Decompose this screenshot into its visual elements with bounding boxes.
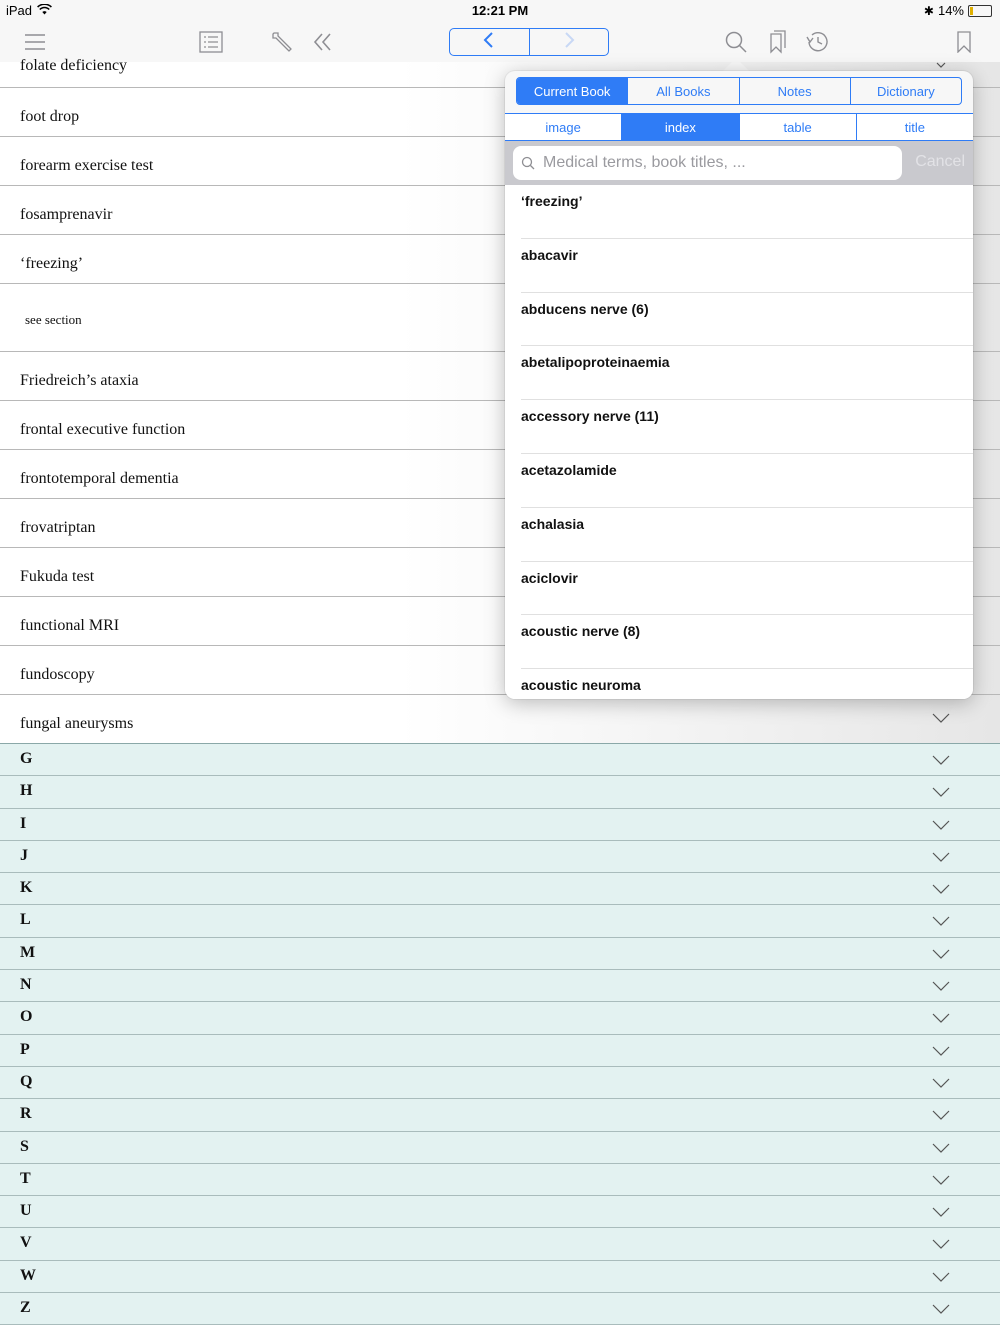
letter-section-label: O	[20, 1008, 33, 1026]
search-result-label: acoustic nerve (8)	[521, 623, 641, 640]
letter-section-label: N	[20, 976, 32, 994]
cancel-button[interactable]: Cancel	[915, 153, 965, 170]
search-result-label: ‘freezing’	[521, 193, 583, 209]
search-result-item[interactable]	[521, 615, 973, 669]
search-scope-tabs	[516, 77, 962, 105]
chevron-down-icon[interactable]	[932, 916, 950, 926]
chevron-down-icon[interactable]	[932, 981, 950, 991]
chevron-down-icon[interactable]	[932, 852, 950, 862]
letter-section-row[interactable]	[0, 905, 1000, 937]
search-icon[interactable]	[720, 26, 752, 58]
letter-section-label: T	[20, 1169, 31, 1187]
toolbar	[0, 22, 1000, 62]
chevron-down-icon[interactable]	[932, 1304, 950, 1314]
letter-section-row[interactable]	[0, 841, 1000, 873]
letter-section-row[interactable]	[0, 744, 1000, 776]
tab-index[interactable]: index	[622, 114, 739, 140]
letter-section-label: K	[20, 879, 33, 897]
back-forward-control	[449, 28, 609, 56]
letter-section-label: S	[20, 1137, 29, 1155]
letter-section-row[interactable]	[0, 1035, 1000, 1067]
letter-section-label: U	[20, 1202, 32, 1220]
popover-arrow	[722, 58, 750, 72]
chevron-down-icon[interactable]	[932, 1078, 950, 1088]
chevron-right-icon	[563, 32, 575, 53]
search-result-label: achalasia	[521, 515, 585, 532]
search-result-item[interactable]	[521, 346, 973, 400]
tab-all-books[interactable]: All Books	[628, 78, 739, 104]
letter-section-row[interactable]	[0, 1196, 1000, 1228]
chevron-left-icon	[483, 32, 495, 53]
list-item-label: foot drop	[20, 108, 80, 125]
letter-section-label: P	[20, 1040, 30, 1058]
search-result-label: abetalipoproteinaemia	[521, 354, 670, 371]
letter-section-label: I	[20, 814, 27, 832]
list-item-label: Fukuda test	[20, 568, 95, 585]
chevron-down-icon[interactable]	[932, 1207, 950, 1217]
chevron-down-icon	[936, 62, 946, 68]
list-item[interactable]	[0, 695, 1000, 744]
letter-section-label: M	[20, 943, 36, 961]
bookmark-icon[interactable]	[948, 26, 980, 58]
letter-section-row[interactable]	[0, 1164, 1000, 1196]
search-popover	[505, 71, 973, 699]
search-result-item[interactable]	[521, 293, 973, 347]
search-input[interactable]	[541, 153, 885, 173]
bluetooth-icon: ✱	[923, 3, 934, 18]
forward-button[interactable]	[530, 29, 609, 55]
list-item-label: frontotemporal dementia	[20, 470, 179, 487]
tab-notes[interactable]: Notes	[740, 78, 851, 104]
letter-section-label: R	[20, 1105, 32, 1123]
letter-section-row[interactable]	[0, 809, 1000, 841]
tab-current-book[interactable]: Current Book	[517, 78, 628, 104]
search-result-item[interactable]	[521, 239, 973, 293]
search-bar	[505, 141, 973, 185]
search-result-item[interactable]	[521, 185, 973, 239]
search-results-list	[505, 185, 973, 699]
search-result-item[interactable]	[521, 454, 973, 508]
letter-section-row[interactable]	[0, 1228, 1000, 1260]
chevron-down-icon[interactable]	[932, 1239, 950, 1249]
tab-image[interactable]: image	[505, 114, 622, 140]
letter-section-row[interactable]	[0, 1002, 1000, 1034]
letter-section-row[interactable]	[0, 1067, 1000, 1099]
list-item-label: Friedreich’s ataxia	[20, 372, 139, 389]
back-button[interactable]	[450, 29, 530, 55]
chevron-down-icon[interactable]	[932, 1013, 950, 1023]
list-item-label: functional MRI	[20, 617, 120, 634]
chevron-down-icon[interactable]	[932, 1143, 950, 1153]
list-item-label: frovatriptan	[20, 519, 96, 536]
chevron-down-icon[interactable]	[932, 1272, 950, 1282]
status-bar	[0, 0, 1000, 22]
chevron-down-icon[interactable]	[932, 713, 950, 723]
list-item-label: forearm exercise test	[20, 157, 154, 174]
battery-percent: 14%	[937, 3, 964, 18]
letter-section-label: G	[20, 750, 33, 767]
letter-section-row[interactable]	[0, 873, 1000, 905]
letter-section-row[interactable]	[0, 1261, 1000, 1293]
status-time: 12:21 PM	[471, 3, 529, 18]
search-result-label: abacavir	[521, 246, 578, 263]
search-result-label: aciclovir	[521, 569, 578, 586]
chevron-down-icon[interactable]	[932, 787, 950, 797]
chevron-down-icon[interactable]	[932, 949, 950, 959]
letter-section-label: Q	[20, 1072, 33, 1090]
wrench-icon[interactable]	[266, 26, 298, 58]
device-name: iPad	[6, 3, 33, 18]
search-result-item[interactable]	[521, 400, 973, 454]
tab-table[interactable]: table	[740, 114, 857, 140]
letter-section-label: L	[20, 911, 31, 929]
letter-section-label: H	[20, 782, 33, 800]
list-item-label: fungal aneurysms	[20, 715, 134, 732]
list-icon[interactable]	[195, 26, 227, 58]
search-result-label: accessory nerve (11)	[521, 408, 659, 425]
search-result-label: acetazolamide	[521, 461, 617, 478]
search-result-item[interactable]	[521, 508, 973, 562]
menu-icon[interactable]	[19, 26, 51, 58]
letter-section-row[interactable]	[0, 938, 1000, 970]
chevron-down-icon[interactable]	[932, 820, 950, 830]
search-result-label: acoustic neuroma	[521, 677, 641, 694]
letter-section-label: W	[20, 1266, 36, 1284]
letter-sections	[0, 744, 1000, 1325]
battery-icon	[968, 5, 992, 17]
chevron-down-icon[interactable]	[932, 755, 950, 765]
search-result-label: abducens nerve (6)	[521, 300, 649, 317]
list-item-label: see section	[25, 312, 82, 327]
tab-title[interactable]: title	[904, 119, 925, 135]
list-item-label: frontal executive function	[20, 421, 186, 438]
list-item-label: fundoscopy	[20, 666, 95, 683]
bookmarks-icon[interactable]	[761, 26, 793, 58]
letter-section-row[interactable]	[0, 1099, 1000, 1131]
list-item-label: fosamprenavir	[20, 206, 113, 223]
letter-section-row[interactable]	[0, 1132, 1000, 1164]
search-type-tabs	[505, 113, 973, 141]
search-icon	[521, 156, 535, 170]
letter-section-row[interactable]	[0, 970, 1000, 1002]
letter-section-label: Z	[20, 1299, 31, 1317]
search-result-item[interactable]	[521, 562, 973, 616]
chevron-down-icon[interactable]	[932, 1046, 950, 1056]
chevron-down-icon[interactable]	[932, 1110, 950, 1120]
letter-section-row[interactable]	[0, 776, 1000, 808]
letter-section-label: V	[20, 1234, 32, 1252]
search-result-item[interactable]	[521, 669, 973, 699]
chevron-down-icon[interactable]	[932, 1175, 950, 1185]
chevron-down-icon[interactable]	[932, 884, 950, 894]
tab-dictionary[interactable]: Dictionary	[876, 83, 935, 99]
search-field	[513, 146, 902, 180]
list-item-label: ‘freezing’	[20, 255, 84, 272]
double-chevron-left-icon[interactable]	[307, 26, 339, 58]
list-item-label: folate deficiency	[20, 57, 128, 74]
history-icon[interactable]	[802, 26, 834, 58]
letter-section-label: J	[20, 846, 28, 864]
letter-section-row[interactable]	[0, 1293, 1000, 1325]
